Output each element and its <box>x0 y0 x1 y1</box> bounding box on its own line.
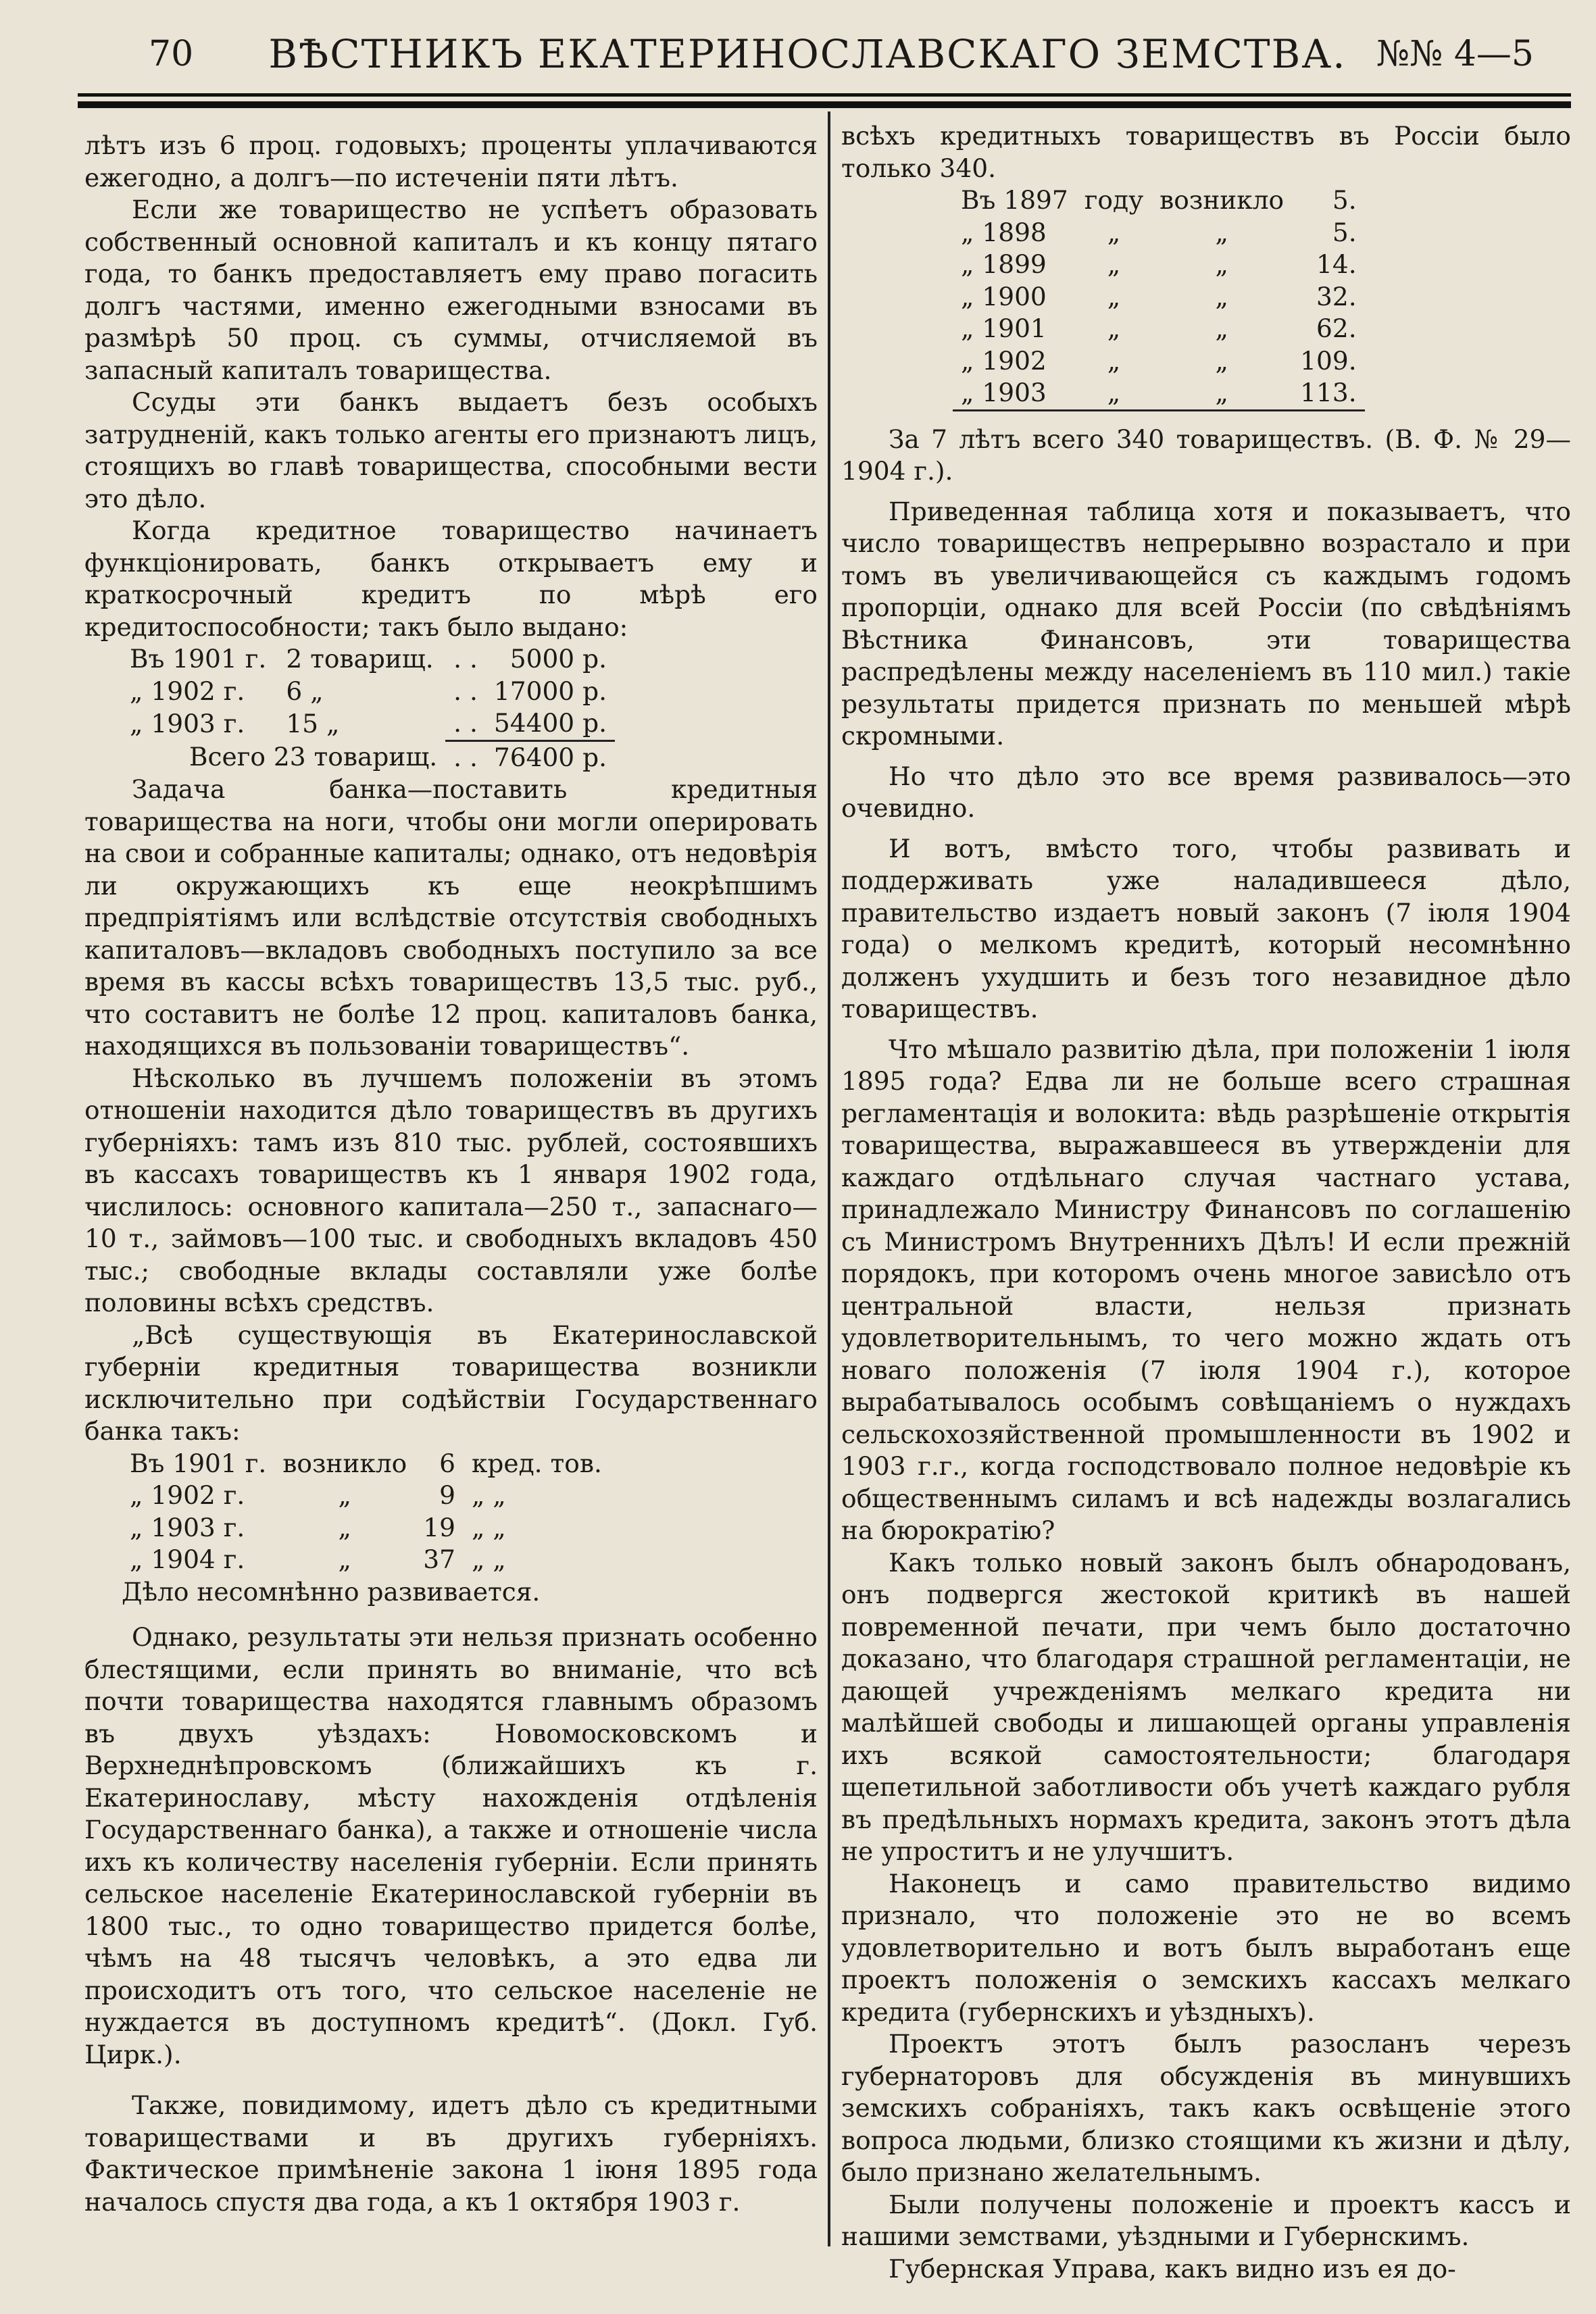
paragraph: Дѣло несомнѣнно развивается. <box>122 1576 541 1607</box>
page-number: 70 <box>149 34 194 74</box>
paragraph: Нѣсколько въ лучшемъ положеніи въ этомъ отношеніи находится дѣло товариществъ въ другихъ губерніяхъ: тамъ изъ 810 тыс. рублей, состоявшихъ въ кассахъ товариществъ къ 1 января 1902 года, числилось: основного капитала—250 т., запаснаго—10 т., займовъ—100 тыс. и свободныхъ вкладовъ 450 тыс.; свободные вклады составляли уже болѣе половины всѣхъ средствъ. <box>84 1063 818 1317</box>
paragraph: Когда кредитное товарищество начинаетъ функціонировать, банкъ открываетъ ему и краткосрочный кредитъ по мѣрѣ его кредитоспособности; такъ было выдано: <box>84 515 818 642</box>
paragraph: Губернская Управа, какъ видно изъ ея до- <box>889 2253 1456 2284</box>
table-row: „ 1902 „ „ 109. <box>961 345 1357 376</box>
paragraph: Были получены положеніе и проектъ кассъ и нашими земствами, уѣздными и Губернскимъ. <box>841 2189 1571 2251</box>
table-row: „ 1902 г. „ 9 „ „ <box>130 1480 506 1510</box>
paragraph: „Всѣ существующія въ Екатеринославской губерніи кредитныя товарищества возникли исключительно при содѣйствіи Государственнаго банка такъ: <box>84 1319 818 1446</box>
paragraph: Ссуды эти банкъ выдаетъ безъ особыхъ затрудненій, какъ только агенты его признаютъ лицъ, стоящихъ во главѣ товарищества, способными вести это дѣло. <box>84 387 818 513</box>
table-row: Въ 1897 году возникло 5. <box>961 185 1357 215</box>
paragraph: Если же товарищество не успѣетъ образовать собственный основной капиталъ и къ концу пятаго года, то банкъ предоставляетъ ему право погасить долгъ частями, именно ежегодными взносами въ размѣрѣ 50 проц. съ суммы, отчисляемой въ запасный капиталъ товарищества. <box>84 195 818 385</box>
table-row: „ 1899 „ „ 14. <box>961 249 1357 279</box>
left-column <box>84 130 818 2218</box>
paragraph: За 7 лѣтъ всего 340 товариществъ. (В. Ф. № 29—1904 г.). <box>841 424 1571 486</box>
issue-number: №№ 4—5 <box>1376 34 1534 74</box>
paragraph: Однако, результаты эти нельзя признать особенно блестящими, если принять во вниманіе, что всѣ почти товарищества находятся главнымъ образомъ въ двухъ уѣздахъ: Новомосковскомъ и Верхнеднѣпровскомъ (ближайшихъ къ г. Екатеринославу, мѣсту нахожденія отдѣленія Государственнаго банка), а также и отношеніе числа ихъ къ количеству населенія губерніи. Если принять сельское населеніе Екатеринославской губерніи въ 1800 тыс., то одно товарищество придется болѣе, чѣмъ на 48 тысячъ человѣкъ, а это едва ли происходитъ отъ того, что сельское населеніе не нуждается въ доступномъ кредитѣ“. (Докл. Губ. Цирк.). <box>84 1622 818 2069</box>
paragraph: И вотъ, вмѣсто того, чтобы развивать и поддерживать уже наладившееся дѣло, правительство издаетъ новый законъ (7 іюля 1904 года) о мелкомъ кредитѣ, который несомнѣнно долженъ ухудшить и безъ того незавидное дѣло товариществъ. <box>841 833 1571 1024</box>
paragraph: Наконецъ и само правительство видимо признало, что положеніе это не во всемъ удовлетворительно и вотъ былъ выработанъ еще проектъ положенія о земскихъ кассахъ мелкаго кредита (губернскихъ и уѣздныхъ). <box>841 1868 1571 2027</box>
page-header <box>81 20 1534 88</box>
paragraph: Задача банка—поставить кредитныя товарищества на ноги, чтобы они могли оперировать на свои и собранные капиталы; однако, отъ недовѣрія ли окружающихъ къ еще неокрѣпшимъ предпріятіямъ или вслѣдствіе отсутствія свободныхъ капиталовъ—вкладовъ свободныхъ поступило за все время въ кассы всѣхъ товариществъ 13,5 тыс. руб., что составитъ не болѣе 12 проц. капиталовъ банка, находящихся въ пользованіи товариществъ“. <box>84 774 818 1061</box>
table-row: „ 1903 г. 15 „ . . 54400 р. <box>122 707 615 740</box>
russia-table <box>953 184 1365 411</box>
founding-table <box>122 1448 610 1576</box>
table-row: „ 1903 г. „ 19 „ „ <box>130 1512 506 1542</box>
table-row: „ 1904 г. „ 37 „ „ <box>130 1544 506 1574</box>
credit-table <box>122 643 615 774</box>
table-row: „ 1898 „ „ 5. <box>961 217 1357 247</box>
table-total-row: Всего 23 товарищ. . . 76400 р. <box>189 741 607 772</box>
right-column <box>841 120 1571 2285</box>
paragraph: Какъ только новый законъ былъ обнародованъ, онъ подвергся жестокой критикѣ въ нашей повременной печати, при чемъ было достаточно доказано, что благодаря страшной регламентаціи, не дающей учрежденіямъ мелкаго кредита ни малѣйшей свободы и лишающей органы управленія ихъ всякой самостоятельности; благодаря щепетильной заботливости объ учетѣ каждаго рубля въ предѣльныхъ нормахъ кредита, законъ этотъ дѣла не упроститъ и не улучшитъ. <box>841 1547 1571 1866</box>
table-row: „ 1900 „ „ 32. <box>961 281 1357 311</box>
column-divider <box>828 111 830 2246</box>
paragraph: Проектъ этотъ былъ разосланъ черезъ губернаторовъ для обсужденія въ минувшихъ земскихъ собраніяхъ, такъ какъ освѣщеніе этого вопроса людьми, близко стоящими къ жизни и дѣлу, было признано желательнымъ. <box>841 2029 1571 2187</box>
paragraph: Приведенная таблица хотя и показываетъ, что число товариществъ непрерывно возрастало и при томъ въ увеличивающейся съ каждымъ годомъ пропорціи, однако для всей Россіи (по свѣдѣніямъ Вѣстника Финансовъ, эти товарищества распредѣлены между населеніемъ въ 110 мил.) такіе результаты придется признать по меньшей мѣрѣ скромными. <box>841 496 1571 751</box>
table-row: „ 1902 г. 6 „ . . 17000 р. <box>130 676 607 706</box>
header-rule-thin <box>78 93 1571 97</box>
paragraph: лѣтъ изъ 6 проц. годовыхъ; проценты уплачиваются ежегодно, а долгъ—по истеченіи пяти лѣтъ. <box>84 130 818 193</box>
paragraph: Но что дѣло это все время развивалось—это очевидно. <box>841 761 1571 823</box>
table-row: Въ 1901 г. возникло 6 кред. тов. <box>130 1448 602 1478</box>
journal-title: ВѢСТНИКЪ ЕКАТЕРИНОСЛАВСКАГО ЗЕМСТВА. <box>268 31 1347 77</box>
paragraph: всѣхъ кредитныхъ товариществъ въ Россіи было только 340. <box>841 121 1571 183</box>
table-row: „ 1901 „ „ 62. <box>961 313 1357 343</box>
paragraph: Что мѣшало развитію дѣла, при положеніи 1 іюля 1895 года? Едва ли не больше всего страшная регламентація и волокита: вѣдь разрѣшеніе открытія товарищества, выражавшееся въ утвержденіи для каждаго отдѣльнаго случая частнаго устава, принадлежало Министру Финансовъ по соглашенію съ Министромъ Внутреннихъ Дѣлъ! И если прежній порядокъ, при которомъ очень многое зависѣло отъ центральной власти, нельзя признать удовлетворительнымъ, то чего можно ждать отъ новаго положенія (7 іюля 1904 г.), которое вырабатывалось особымъ совѣщаніемъ о нуждахъ сельскохозяйственной промышленности въ 1902 и 1903 г.г., когда господствовало полное недовѣріе къ общественнымъ силамъ и всѣ надежды возлагались на бюрократію? <box>841 1034 1571 1545</box>
table-row: Въ 1901 г. 2 товарищ. . . 5000 р. <box>130 644 607 674</box>
table-row: „ 1903 „ „ 113. <box>953 377 1365 410</box>
header-rule-thick <box>78 101 1571 108</box>
paragraph: Также, повидимому, идетъ дѣло съ кредитными товариществами и въ другихъ губерніяхъ. Фактическое примѣненіе закона 1 іюня 1895 года началось спустя два года, а къ 1 октября 1903 г. <box>84 2090 818 2217</box>
